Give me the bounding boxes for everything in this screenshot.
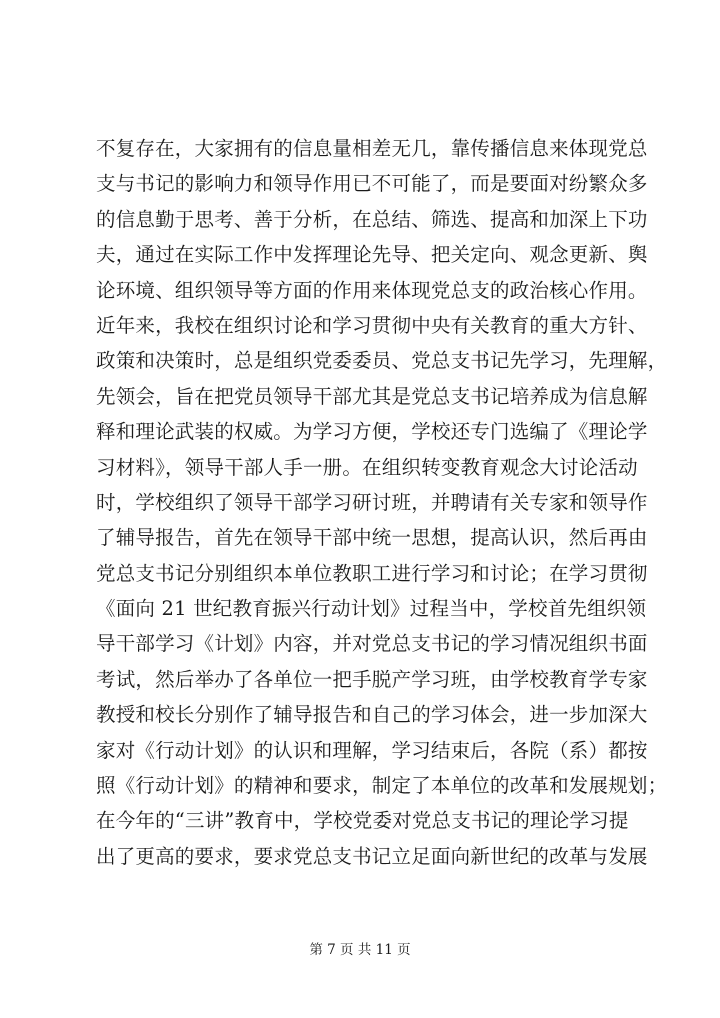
text-line: 的信息勤于思考、善于分析，在总结、筛选、提高和加深上下功 — [96, 207, 648, 231]
text-line: 出了更高的要求，要求党总支书记立足面向新世纪的改革与发展 — [96, 844, 648, 868]
text-line: 了辅导报告，首先在领导干部中统一思想，提高认识，然后再由 — [96, 526, 648, 550]
text-line: 教授和校长分别作了辅导报告和自己的学习体会，进一步加深大 — [96, 703, 648, 727]
text-line: 时，学校组织了领导干部学习研讨班，并聘请有关专家和领导作 — [96, 490, 648, 514]
text-line: 考试，然后举办了各单位一把手脱产学习班，由学校教育学专家 — [96, 667, 648, 691]
page-number-footer: 第 7 页 共 11 页 — [309, 942, 411, 958]
text-line: 论环境、组织领导等方面的作用来体现党总支的政治核心作用。 — [96, 278, 648, 302]
text-line: 《面向 21 世纪教育振兴行动计划》过程当中，学校首先组织领 — [96, 597, 647, 621]
text-line: 支与书记的影响力和领导作用已不可能了，而是要面对纷繁众多 — [96, 172, 648, 196]
text-line: 党总支书记分别组织本单位教职工进行学习和讨论；在学习贯彻 — [96, 561, 648, 585]
text-line: 先领会，旨在把党员领导干部尤其是党总支书记培养成为信息解 — [96, 384, 648, 408]
body-text — [96, 131, 668, 874]
text-line: 导干部学习《计划》内容，并对党总支书记的学习情况组织书面 — [96, 632, 648, 656]
text-line: 在今年的“三讲”教育中，学校党委对党总支书记的理论学习提 — [96, 809, 629, 833]
text-line: 家对《行动计划》的认识和理解，学习结束后，各院（系）都按 — [96, 738, 648, 762]
text-line: 夫，通过在实际工作中发挥理论先导、把关定向、观念更新、舆 — [96, 243, 648, 267]
text-line: 照《行动计划》的精神和要求，制定了本单位的改革和发展规划； — [96, 774, 668, 798]
text-line: 政策和决策时，总是组织党委委员、党总支书记先学习，先理解， — [96, 349, 668, 373]
text-line: 习材料》，领导干部人手一册。在组织转变教育观念大讨论活动 — [96, 455, 638, 479]
text-line: 近年来，我校在组织讨论和学习贯彻中央有关教育的重大方针、 — [96, 313, 648, 337]
text-line: 释和理论武装的权威。为学习方便，学校还专门选编了《理论学 — [96, 420, 648, 444]
text-line: 不复存在，大家拥有的信息量相差无几，靠传播信息来体现党总 — [96, 137, 648, 160]
